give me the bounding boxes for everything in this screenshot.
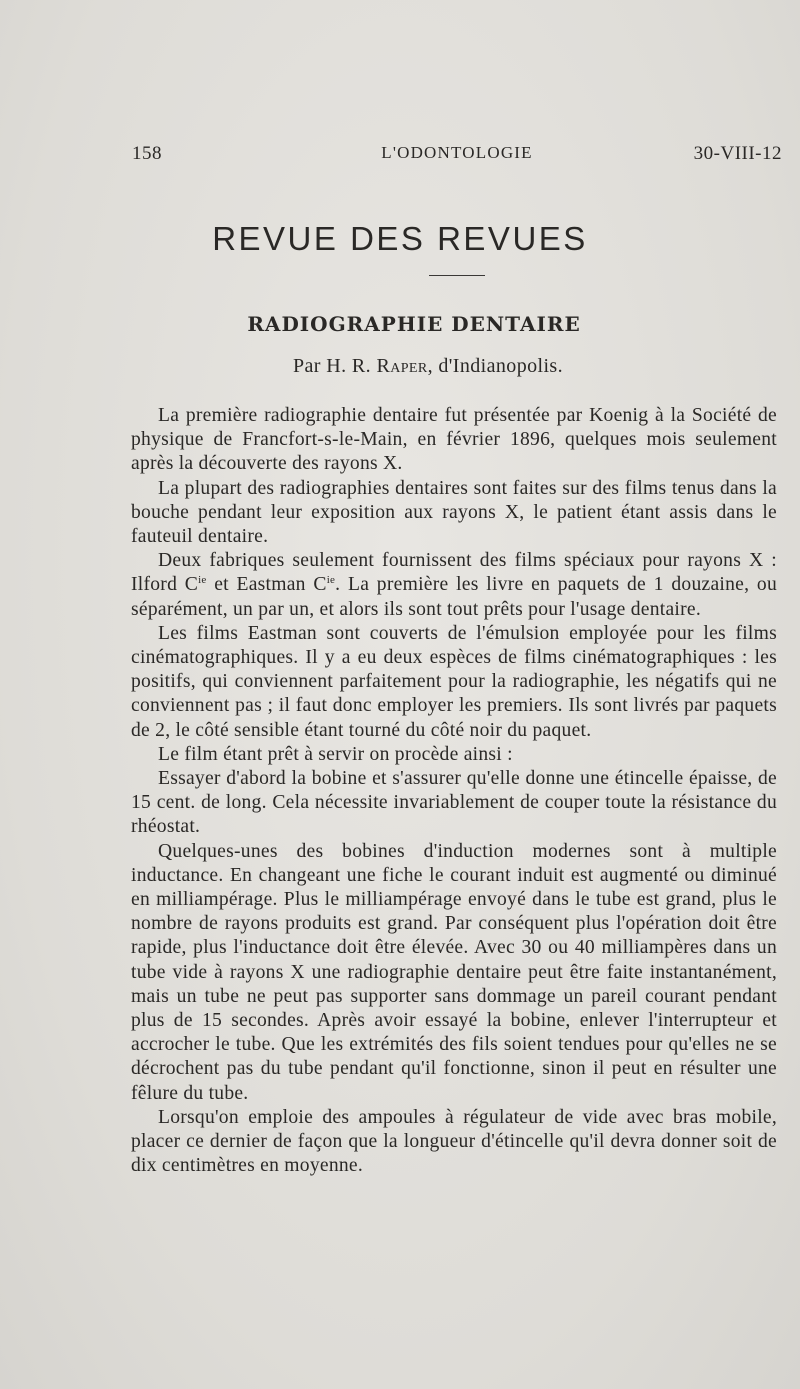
superscript-ie-2: ie <box>326 574 336 587</box>
issue-date: 30-VIII-12 <box>693 143 782 164</box>
byline <box>0 355 800 378</box>
paragraph-2: La plupart des radiographies dentaires sont faites sur des films tenus dans la bouche pendant leur exposition aux rayons X, le patient étant assis dans le fauteuil dentaire. <box>131 477 777 548</box>
paragraph-3 <box>131 549 777 622</box>
paragraph-3-text-b: et Eastman C <box>206 574 327 596</box>
byline-author: Raper <box>376 355 428 377</box>
paragraph-4: Les films Eastman sont couverts de l'émulsion employée pour les films cinématographiques. Il y a eu deux espèces de films cinématographiques : les positifs, qui conviennent parfaitement pour la radiographie, les négatifs qui ne conviennent pas ; il faut donc employer les premiers. Ils sont livrés par paquets de 2, le côté sensible étant tourné du côté noir du paquet. <box>131 622 777 741</box>
paragraph-3-text-a: Deux fabriques seulement fournissent des films spéciaux pour rayons X : Ilford C <box>131 550 777 596</box>
superscript-ie-1: ie <box>198 574 207 587</box>
article-body <box>131 404 777 1179</box>
page-number: 158 <box>132 143 162 164</box>
paragraph-8: Lorsqu'on emploie des ampoules à régulateur de vide avec bras mobile, placer ce dernier de façon que la longueur d'étincelle qu'il devra donner soit de dix centimètres en moyenne. <box>131 1106 777 1177</box>
running-head <box>132 143 782 167</box>
paragraph-7: Quelques-unes des bobines d'induction modernes sont à multiple inductance. En changeant une fiche le courant induit est augmenté ou diminué en milliampérage. Plus le milliampérage envoyé dans le tube est grand, plus le nombre de rayons produits est grand. Par conséquent plus l'opération doit être rapide, plus l'inductance doit être élevée. Avec 30 ou 40 milliampères dans un tube vide à rayons X une radiographie dentaire peut être faite instantanément, mais un tube ne peut pas supporter sans dommage un pareil courant pendant plus de 15 secondes. Après avoir essayé la bobine, enlever l'interrupteur et accrocher le tube. Que les extrémités des fils soient tendues pour qu'elles ne se décrochent pas du tube pendant qu'il fonctionne, sinon il peut en résulter une fêlure du tube. <box>131 840 777 1104</box>
paragraph-6: Essayer d'abord la bobine et s'assurer qu'elle donne une étincelle épaisse, de 15 cent. de long. Cela nécessite invariablement de couper toute la résistance du rhéostat. <box>131 768 777 838</box>
byline-prefix: Par H. R. <box>293 355 377 377</box>
paragraph-1: La première radiographie dentaire fut présentée par Koenig à la Société de physique de Francfort-s-le-Main, en février 1896, quelques mois seulement après la découverte des rayons X. <box>131 405 777 475</box>
paragraph-5: Le film étant prêt à servir on procède ainsi : <box>158 743 513 765</box>
journal-title: L'ODONTOLOGIE <box>381 143 533 162</box>
byline-suffix: , d'Indianopolis. <box>427 355 563 377</box>
title-divider <box>429 275 485 276</box>
article-title: RADIOGRAPHIE DENTAIRE <box>247 312 581 336</box>
paragraph-3-text-c: . La première les livre en paquets de 1 douzaine, ou séparément, un par un, et alors ils sont tout prêts pour l'usage dentaire. <box>131 574 777 620</box>
section-title: REVUE DES REVUES <box>212 220 588 257</box>
